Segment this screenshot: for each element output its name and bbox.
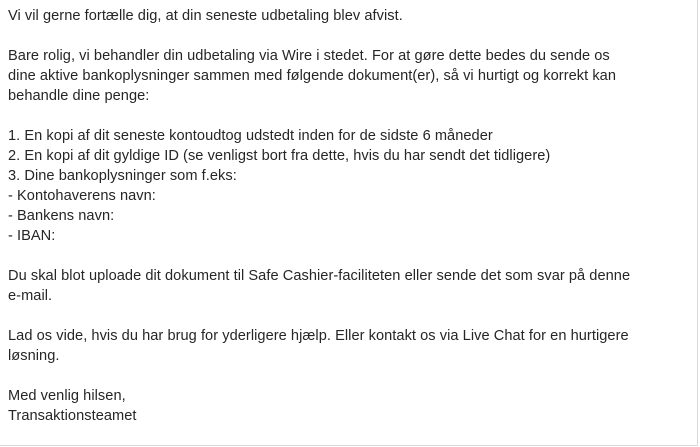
help-line: løsning. [8,348,60,364]
intro-line: Bare rolig, vi behandler din udbetaling via Wire i stedet. For at gøre dette bedes du sende os [8,48,610,64]
signoff-text: Med venlig hilsen, [8,388,126,404]
upload-paragraph [8,266,694,306]
intro-line: behandle dine penge: [8,88,150,104]
list-item: 2. En kopi af dit gyldige ID (se venligst bort fra dette, hvis du har sendt det tidligere) [8,148,551,164]
help-line: Lad os vide, hvis du har brug for yderligere hjælp. Eller kontakt os via Live Chat for en hurtigere [8,328,629,344]
help-paragraph [8,326,694,366]
list-item: 1. En kopi af dit seneste kontoudtog udstedt inden for de sidste 6 måneder [8,128,493,144]
email-body [8,6,694,426]
upload-line: e-mail. [8,288,53,304]
requirements-list [8,126,694,246]
greeting-paragraph [8,6,694,26]
list-item: 3. Dine bankoplysninger som f.eks: [8,168,237,184]
intro-paragraph [8,46,694,106]
greeting-text: Vi vil gerne fortælle dig, at din seneste udbetaling blev afvist. [8,8,403,24]
list-item: - Kontohaverens navn: [8,188,156,204]
list-item: - IBAN: [8,228,56,244]
signature-text: Transaktionsteamet [8,408,137,424]
signature-block [8,386,694,426]
list-item: - Bankens navn: [8,208,115,224]
upload-line: Du skal blot uploade dit dokument til Safe Cashier-faciliteten eller sende det som svar på denne [8,268,631,284]
intro-line: dine aktive bankoplysninger sammen med følgende dokument(er), så vi hurtigt og korrekt kan [8,68,617,84]
